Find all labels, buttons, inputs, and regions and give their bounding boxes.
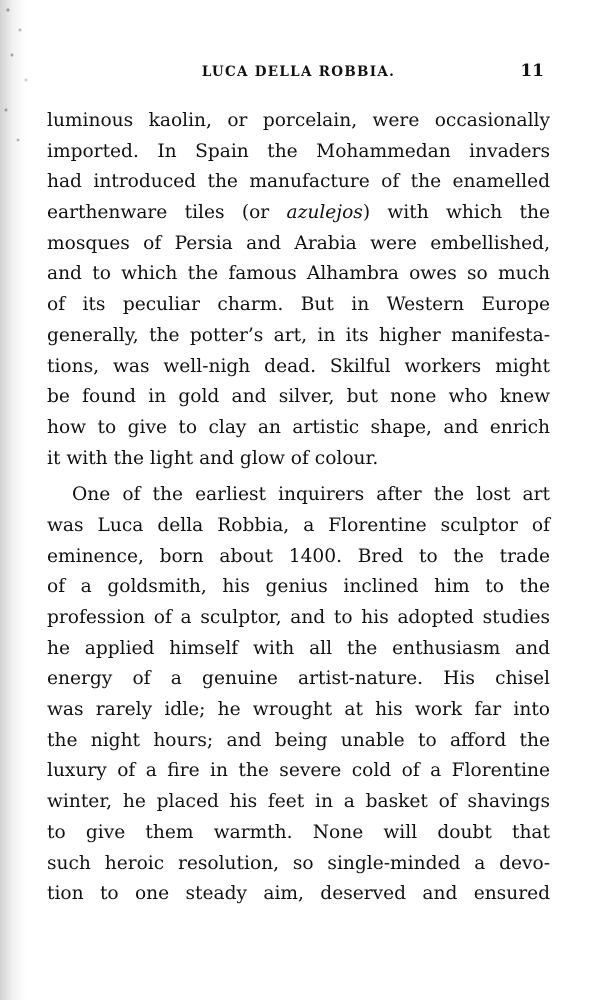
text-line: luminous kaolin, or porcelain, were occasionally: [47, 110, 550, 131]
text-line: mosques of Persia and Arabia were embellished,: [47, 232, 550, 254]
text-line: to give them warmth. None will doubt that: [47, 821, 550, 843]
text-line: generally, the potter’s art, in its higher manifesta-: [47, 324, 550, 346]
page-number: 11: [520, 61, 544, 81]
text-line: of its peculiar charm. But in Western Europe: [47, 294, 550, 316]
body-text: [47, 106, 550, 910]
text-line: it with the light and glow of colour.: [47, 447, 379, 469]
text-line: luxury of a fire in the severe cold of a Florentine: [47, 760, 550, 782]
text-line: winter, he placed his feet in a basket of shavings: [47, 791, 550, 813]
text-line: earthenware tiles (or azulejos) with which the: [47, 202, 550, 224]
text-line: such heroic resolution, so single-minded a devo-: [47, 852, 550, 874]
text-line: was Luca della Robbia, a Florentine sculptor of: [47, 514, 550, 536]
text-line: and to which the famous Alhambra owes so much: [47, 263, 550, 285]
text-line: One of the earliest inquirers after the lost art: [72, 484, 550, 506]
text-line: had introduced the manufacture of the enamelled: [47, 171, 550, 193]
text-line: he applied himself with all the enthusiasm and: [47, 637, 550, 659]
text-line: the night hours; and being unable to afford the: [47, 729, 550, 751]
text-line: eminence, born about 1400. Bred to the trade: [47, 545, 550, 567]
italic-term: azulejos: [286, 202, 363, 224]
text-line: of a goldsmith, his genius inclined him to the: [47, 576, 550, 598]
text-line: profession of a sculptor, and to his adopted studies: [47, 607, 550, 628]
text-line: be found in gold and silver, but none who knew: [47, 386, 550, 408]
running-title: LUCA DELLA ROBBIA.: [201, 64, 396, 80]
text-line: was rarely idle; he wrought at his work far into: [47, 699, 550, 721]
text-line: energy of a genuine artist-nature. His chisel: [47, 668, 550, 690]
text-line: tion to one steady aim, deserved and ensured: [47, 883, 550, 905]
page-edge-specks: [0, 0, 40, 180]
text-line: how to give to clay an artistic shape, and enrich: [47, 416, 550, 438]
running-head: [47, 61, 550, 84]
text-line: imported. In Spain the Mohammedan invaders: [47, 140, 550, 162]
text-line: tions, was well-nigh dead. Skilful workers might: [47, 355, 550, 377]
